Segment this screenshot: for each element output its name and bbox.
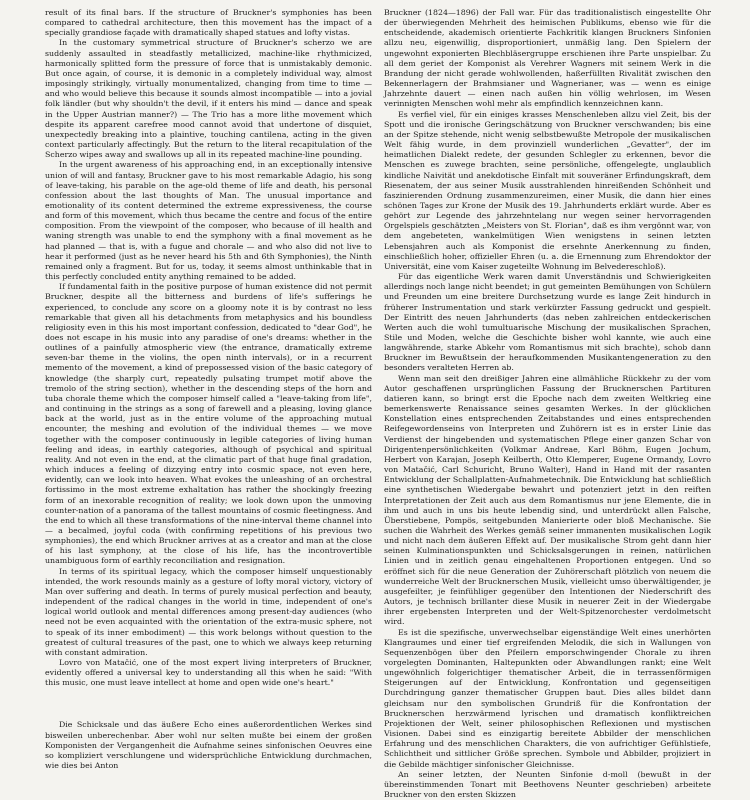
german-paragraph-5: Es ist die spezifische, unverwechselbar eigenständige Welt eines unerhörten Klangraumes und einer tief ergreifenden Melodik, die sich in Wallungen von Sequenzenbögen über den Pfeilern emporschwingender Chorale zu ihren vorgelegten Dominanten, Haltepunkten oder Abwandlungen rankt; eine Welt ungewöhnlich folgerichtiger thematischer Arbeit, die in terrassenförmigen Steigerungen auf der Entwicklung, Konfrontation und gegenseitigen Durchdringung ganzer thematischer Gruppen baut. Dies alles bildet dann gleichsam nur den symbolischen Grundriß für die Konfrontation der Brucknerschen herzwärmend lyrischen und dramatisch konfliktreichen Projektionen der Welt, seiner philosophischen Reflexionen und mystischen Visionen. Dabei sind es einzigartig bereitete Abbilder der menschlichen Erfahrung und des menschlichen Charakters, die von aufrichtiger Gefühlstiefe, Schlichtheit und sittlicher Größe sprechen. Symbole und Abbilder, projiziert in die Gebilde mächtiger sinfonischer Gleichnisse. xyxy=(384,627,711,769)
english-paragraph-5: In terms of its spiritual legacy, which the composer himself unquestionably intended, the work resounds mainly as a gesture of lofty moral victory, victory of Man over suffering and death. In terms of purely musical perfection and beauty, independent of the radical changes in the world in time, independent of one's logical world outlook and mental differences among present-day audiences (who need not be even acquainted with the orientation of the extra-music sphere, not to speak of its inner embodiment) — this work belongs without question to the greatest of cultural treasures of the past, one to which we always keep returning with constant admiration. xyxy=(45,566,372,657)
english-paragraph-2: In the customary symmetrical structure of Bruckner's scherzo we are suddenly assaulted in steadfastly metallicized, machine-like rhythmicized, harmonically splitted form the pressure of force that is unmistakably demonic. But once again, of course, it is demonic in a completely individual way, almost imposingly strikingly, virtually monumentalized, changing from time to time — and who would believe this because it sounds almost incompatible — into a jovial folk ländler (but why shouldn't the devil, if it enters his mind — dance and speak in the Upper Austrian manner?) — The Trio has a more lithe movement which despite its apparent carefree mood cannot avoid that undertone of disquiet, unexpectedly breaking into a plaintive, touching cantilena, acting in the given context particularly affectingly. But the return to the literal recapitulation of the Scherzo wipes away and swallows up all in its repeated machine-line pounding. xyxy=(45,38,372,160)
german-paragraph-2: Es verfiel viel, für ein einiges krasses Menschenleben allzu viel Zeit, bis der Spott und die ironische Geringschätzung von Bruckner verschwanden; bis eine an der Spitze stehende, nicht wenig selbstbewußte Metropole der musikalischen Welt fähig wurde, in dem provinziell wunderlichen „Gevatter", der im heimatlichen Dialekt redete, der gesunden Schlegler zu erkennen, bevor die Menschen es zuwege brachten, seine persönliche, offengelegte, unglaublich kindliche Naivität und anekdotische Einfalt mit souveräner Erfindungskraft, dem Riesenatem, der aus seiner Musik ausstrahlenden hinreißenden Schönheit und faszinierenden Ordnung zusammenzureimen, einer Musik, die dann hier eines schönen Tages zur Krone der Musik des 19. Jahrhunderts erklärt wurde. Aber es gehört zur Legende des jahrzehntelang nur wegen seiner hervorragenden Orgelspiels geschätzten „Meisters von St. Florian", daß es ihm vergönnt war, von dem angebeteten, wankelmütigen Wien wenigstens in seinen letzten Lebensjahren auch als Komponist die ersehnte Anerkennung zu finden, einschließlich hoher, offizieller Ehren (u. a. die Ernennung zum Ehrendoktor der Universität, eine vom Kaiser zugeteilte Wohnung im Belvedereschloß). xyxy=(384,109,711,271)
left-column xyxy=(45,8,372,771)
english-paragraph-1: result of its final bars. If the structure of Bruckner's symphonies has been compared to cathedral architecture, then this movement has the impact of a specially grandiose façade with dramatically shaped statues and lofty vistas. xyxy=(45,8,372,38)
german-paragraph-4: Wenn man seit den dreißiger Jahren eine allmähliche Rückkehr zu der vom Autor geschaffenen ursprünglichen Fassung der Brucknerschen Partituren datieren kann, so bringt erst die Epoche nach dem zweiten Weltkrieg eine bemerkenswerte Renaissance seines gesamten Werkes. In der glücklichen Konstellation eines entsprechenden Zeitabstandes und eines entsprechenden Reifegewordenseins von Interpreten und Zuhörern ist es in erster Linie das Verdienst der hingebenden und systematischen Pflege einer ganzen Schar von Dirigentenpersönlichkeiten (Volkmar Andreae, Karl Böhm, Eugen Jochum, Herbert von Karajan, Joseph Keilberth, Otto Klemperer, Eugene Ormandy, Lovro von Matačić, Carl Schuricht, Bruno Walter), Hand in Hand mit der rasanten Entwicklung der Schallplatten-Aufnahmetechnik. Die Entwicklung hat schließlich eine synthetischen Wiedergabe bewahrt und potenziert jetzt in den reiften Interpretationen der Zeit auch aus dem Romantismus nur jene Elemente, die in ihm und auch in uns bis heute lebendig sind, und unterdrückt allen Falsche, Überstiebene, Pompös, seitgebunden Manierierte oder bloß Mechanische. Sie suchen die Wahrheit des Werkes gemäß seiner immanenten musikalischen Logik und nicht nach dem äußeren Effekt auf. Der musikalische Strom geht dann hier seinen Kulminationspunkten und Schicksalsgerungen in reinen, natürlichen Linien und in zeitlich genau eingehaltenen Proportionen entgegen. Und so eröffnet sich für die neue Generation der Zuhörerschaft plötzlich von neuem die wunderreiche Welt der Brucknerschen Musik, vielleicht umso überwältigender, je ausgefeilter, je feinfühliger gegenüber den Intentionen der Niederschrift des Autors, je technisch brillanter diese Musik in neuerer Zeit in der Wiedergabe ihrer ergebensten Interpreten und der Welt-Spitzenorchester verdolmetscht wird. xyxy=(384,373,711,627)
right-column xyxy=(384,8,711,800)
german-paragraph-6: An seiner letzten, der Neunten Sinfonie d-moll (bewußt in der übereinstimmenden Tonart mit Beethovens Neunter geschrieben) arbeitete Bruckner von den ersten Skizzen xyxy=(384,769,711,800)
english-paragraph-6: Lovro von Matačić, one of the most expert living interpreters of Bruckner, evidently offered a universal key to understanding all this when he said: "With this music, one must leave intellect at home and open wide one's heart." xyxy=(45,658,372,688)
german-paragraph-3: Für das eigentliche Werk waren damit Unverständnis und Schwierigkeiten allerdings noch lange nicht beendet; in gut gemeinten Bemühungen von Schülern und Freunden um eine breitere Durchsetzung wurde es lange Zeit hindurch in früherer Instrumentation und stark verkürzter Fassung gedruckt und gespielt. Der Eintritt des neuen Jahrhunderts (das neben zahlreichen entdeckerischen Werten auch die wohl tumultuarische Mischung der musikalischen Sprachen, Stile und Moden, welche die Geschichte bisher wohl kannte, wie auch eine langwährende, starke Abkehr vom Romantismus mit sich brachte), schob dann Bruckner im Bewußtsein der heraufkommenden Musikantengeneration zu den besonders veralteten Herren ab. xyxy=(384,272,711,373)
english-paragraph-3: In the urgent awareness of his approaching end, in an exceptionally intensive union of will and fantasy, Bruckner gave to his most remarkable Adagio, his song of leave-taking, his parable on the age-old theme of life and death, his personal confession about the last thoughts of Man. The unusual importance and emotionality of its content determined the extreme expressiveness, the course and form of this movement, which thus became the centre and focus of the entire composition. From the viewpoint of the composer, who because of ill health and waning strength was unable to end the symphony with a final movement as he had planned — that is, with a fugue and chorale — and who also did not live to hear it performed (just as he never heard his 5th and 6th Symphonies), the Ninth remained only a fragment. But for us, today, it seems almost unthinkable that in this perfectly concluded entity anything remained to be added. xyxy=(45,160,372,282)
german-paragraph-continued: Bruckner (1824—1896) der Fall war. Für das traditionalistisch eingestellte Ohr der überwiegenden Mehrheit des heimischen Publikums, ebenso wie für die entscheidende, akademisch orientierte Fachkritik klangen Bruckners Sinfonien allzu neu, eigenwillig, disproportioniert, unmäßig lang. Den Spielern der ungewohnt exponierten Blechbläsergruppe erschienen ihre Parte unspielbar. Zu all dem geriet der Komponist als Verehrer Wagners mit seinem Werk in die Brandung der nicht gerade wohlwollenden, haßerfüllten Rivalität zwischen den Bekennerlagern der Brahmsianer und Wagnerianer, was — wenn es einige Jahrzehnte dauert — einen nach außen hin völlig wehrlosen, im Wesen verinnigten Menschen wohl mehr als empfindlich kennzeichnen kann. xyxy=(384,8,711,109)
german-paragraph-start: Die Schicksale und das äußere Echo eines außerordentlichen Werkes sind bisweilen unberechenbar. Aber wohl nur selten mußte bei einem der großen Komponisten der Vergangenheit die Aufnahme seines sinfonischen Oeuvres eine so kompliziert verschlungene und widersprüchliche Entwicklung durchmachen, wie dies bei Anton xyxy=(45,720,372,771)
english-paragraph-4: If fundamental faith in the positive purpose of human existence did not permit Bruckner, despite all the bitterness and burdens of life's sufferings he experienced, to conclude any score on a gloomy note it is by contrast no less remarkable that given all his detachments from metaphysics and his boundless religiosity even in this his most important confession, dedicated to "dear God", he does not escape in his music into any paradise of one's dreams: whether in the outlines of a painfully atmospheric view (the entrance, dramatically extreme seven-bar theme in the violins, the open ninth intervals), or in a recurrent memento of the movement, a kind of prepossessed vision of the basic category of knowledge (the sharply curt, repeatedly pulsating trumpet motif above the tremolo of the string section), whether in the descending steps of the horn and tuba chorale theme which the composer himself called a "leave-taking from life", and continuing in the strings as a song of farewell and a pleasing, loving glance back at the world, just as in the entire volume of the approaching mutual encounter, the meshing and evolution of the individual themes — we move together with the composer continuously in legible categories of living human feeling and ideas, in earthly categories, although of psychical and spiritual reality. And not even in the end, at the climatic part of that huge final gradation, which induces a feeling of dizzying entry into cosmic space, not even here, evidently, can we look into heaven. What evokes the unleashing of an orchestral fortissimo in the most extreme exhaltation has rather the shockingly freezing form of an inexorable recognition of reality; we look down upon the unmoving counter-nation of a panorama of the tallest mountains of cosmic fleetingness. And the end to which all these transformations of the nine-interval theme channel into — a becalmed, joyful coda (with confirming repetitions of his previous two symphonies), the end which Bruckner arrives at as a creator and man at the close of his last symphony, at the close of his life, has the incontrovertible unambiguous form of earthly reconciliation and resignation. xyxy=(45,282,372,566)
